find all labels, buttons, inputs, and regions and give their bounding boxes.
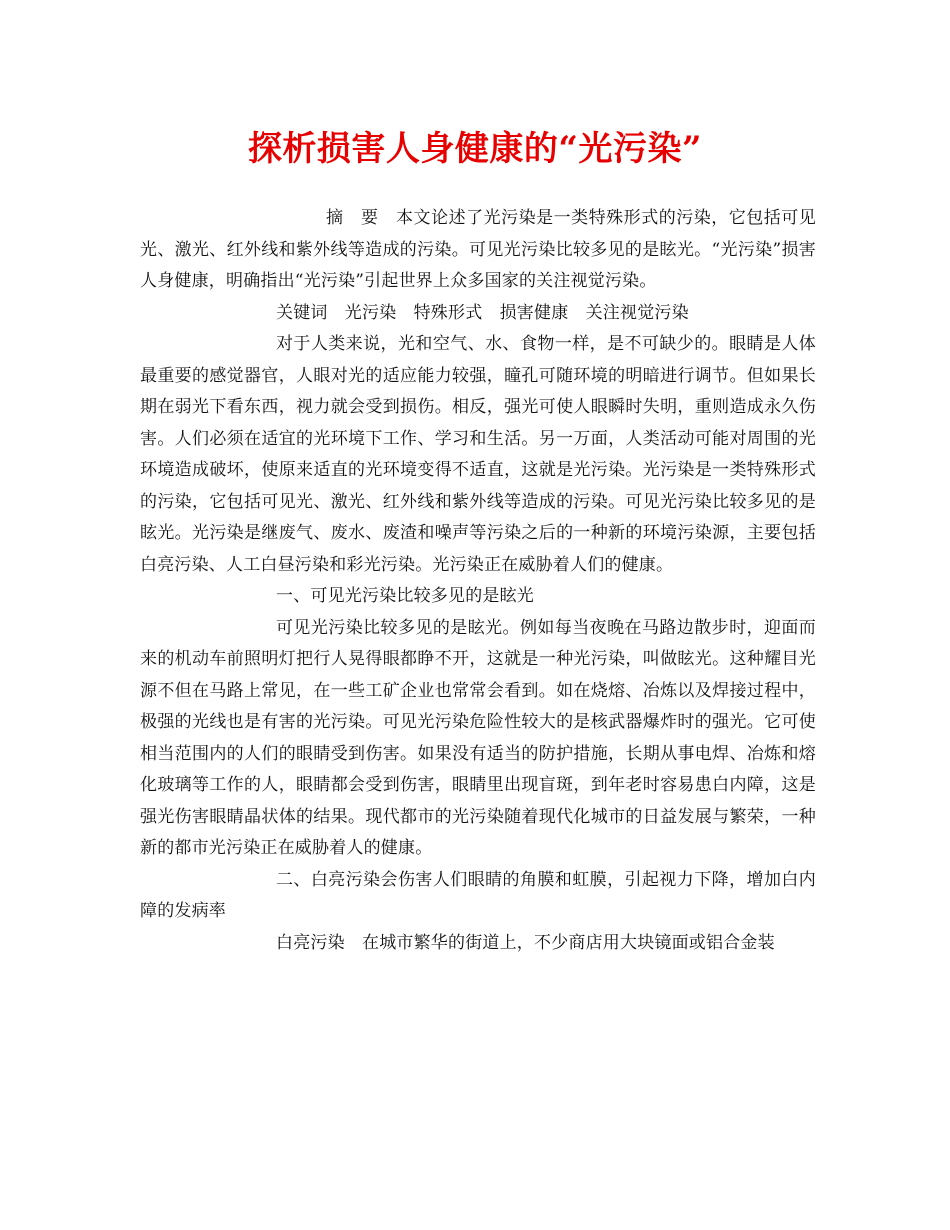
section-heading-2: 二、白亮污染会伤害人们眼睛的角膜和虹膜，引起视力下降，增加白内障的发病率 (140, 869, 816, 921)
section-2-paragraph: 白亮污染 在城市繁华的街道上，不少商店用大块镜面或铝合金装 (276, 932, 775, 953)
keywords-line: 关键词 光污染 特殊形式 损害健康 关注视觉污染 (276, 302, 689, 323)
abstract-paragraph: 摘 要 本文论述了光污染是一类特殊形式的污染，它包括可见光、激光、红外线和紫外线等造成的污染。可见光污染比较多见的是眩光。“光污染”损害人身健康，明确指出“光污染”引起世界上众多国家的关注视觉污染。 (140, 208, 816, 291)
section-heading-1: 一、可见光污染比较多见的是眩光 (276, 586, 534, 606)
document-title: 探析损害人身健康的“光污染” (247, 129, 703, 169)
intro-paragraph: 对于人类来说，光和空气、水、食物一样，是不可缺少的。眼睛是人体最重要的感觉器官，人眼对光的适应能力较强，瞳孔可随环境的明暗进行调节。但如果长期在弱光下看东西，视力就会受到损伤。相反，强光可使人眼瞬时失明，重则造成永久伤害。人们必须在适宜的光环境下工作、学习和生活。另一万面，人类活动可能对周围的光环境造成破坏，使原来适直的光环境变得不适直，这就是光污染。光污染是一类特殊形式的污染，它包括可见光、激光、红外线和紫外线等造成的污染。可见光污染比较多见的是眩光。光污染是继废气、废水、废渣和噪声等污染之后的一种新的环境污染源，主要包括白亮污染、人工白昼污染和彩光污染。光污染正在威胁着人们的健康。 (140, 334, 816, 575)
section-1-paragraph: 可见光污染比较多见的是眩光。例如每当夜晚在马路边散步时，迎面而来的机动车前照明灯把行人晃得眼都睁不开，这就是一种光污染，叫做眩光。这种耀目光源不但在马路上常见，在一些工矿企业也常常会看到。如在烧熔、冶炼以及焊接过程中，极强的光线也是有害的光污染。可见光污染危险性较大的是核武器爆炸时的强光。它可使相当范围内的人们的眼睛受到伤害。如果没有适当的防护措施，长期从事电焊、冶炼和熔化玻璃等工作的人，眼睛都会受到伤害，眼睛里出现盲斑，到年老时容易患白内障，这是强光伤害眼睛晶状体的结果。现代都市的光污染随着现代化城市的日益发展与繁荣，一种新的都市光污染正在威胁着人的健康。 (140, 617, 816, 858)
document-body (140, 203, 816, 959)
